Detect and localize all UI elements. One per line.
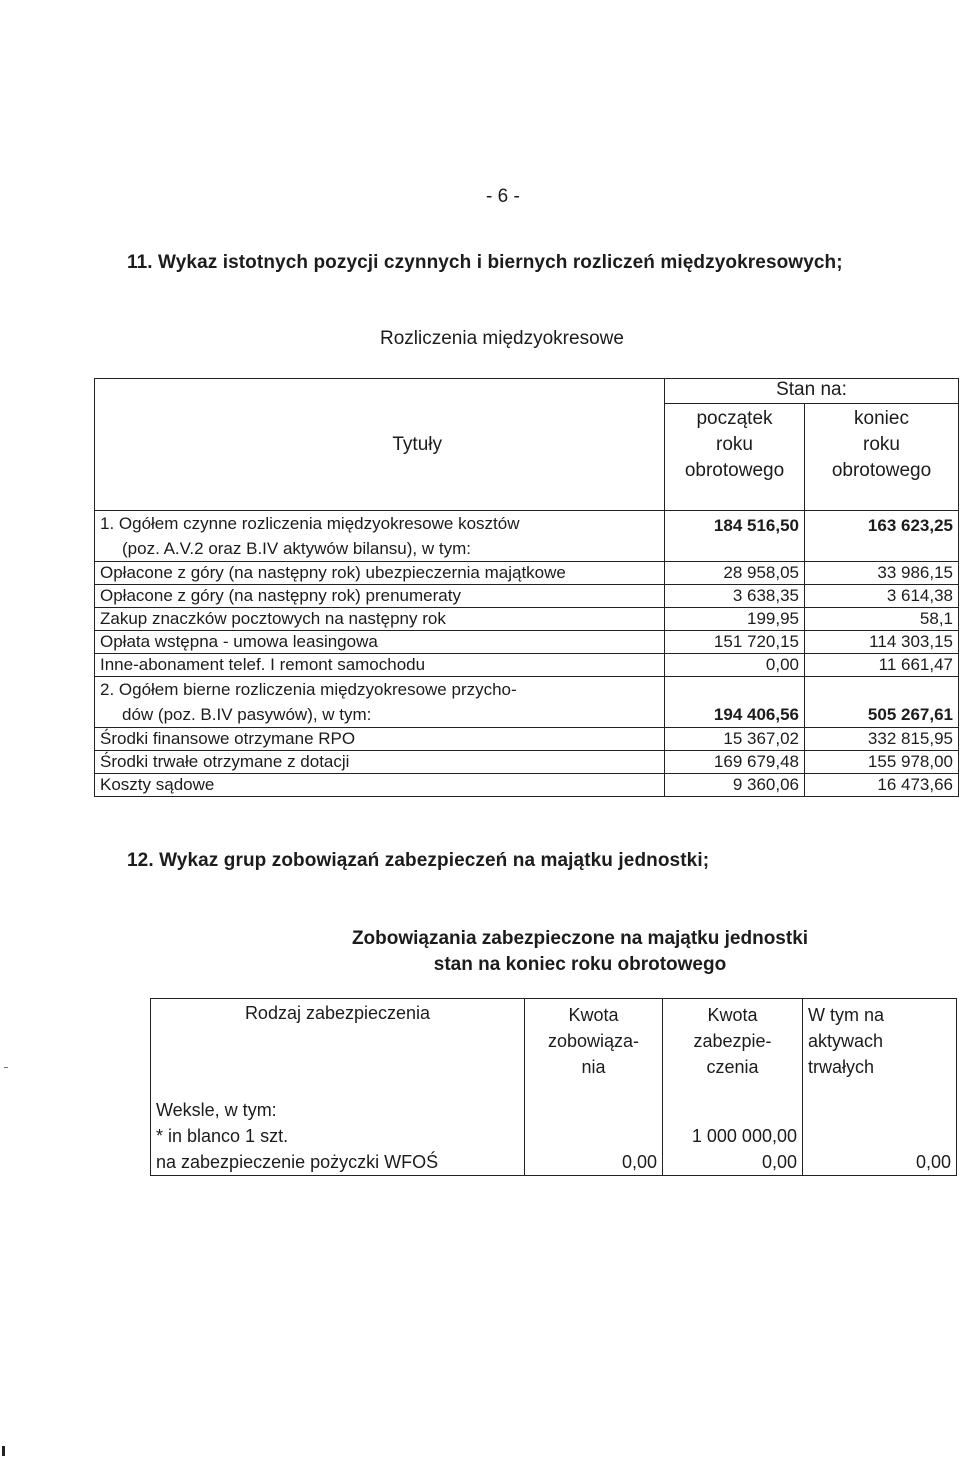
col-header-end (805, 404, 959, 511)
value-start: 199,95 (665, 608, 805, 631)
value-end: 505 267,61 (805, 677, 959, 728)
table-row (95, 677, 959, 728)
col-header-start (665, 404, 805, 511)
row-label (95, 511, 665, 562)
row-label-line1: 1. Ogółem czynne rozliczenia międzyokresowe kosztów (100, 514, 520, 533)
table-row (95, 511, 959, 562)
col-start-line3: obrotowego (684, 460, 785, 481)
col-end-line3: obrotowego (831, 460, 932, 481)
col-header-amount-liability (525, 999, 663, 1098)
col4-line3: trwałych (808, 1057, 875, 1077)
row-type (151, 1097, 525, 1176)
value-end: 163 623,25 (805, 511, 959, 562)
col-header-fixed-assets (803, 999, 957, 1098)
value-security-line1: 1 000 000,00 (691, 1126, 797, 1146)
row-label: Opłata wstępna - umowa leasingowa (95, 631, 665, 654)
value-end: 16 473,66 (805, 774, 959, 797)
value-start: 151 720,15 (665, 631, 805, 654)
col-header-titles: Tytuły (95, 379, 665, 511)
page-number: - 6 - (486, 186, 520, 207)
table-row (95, 654, 959, 677)
row-label-line2: (poz. A.V.2 oraz B.IV aktywów bilansu), w tym: (122, 539, 471, 558)
col3-line2: zabezpie- (693, 1031, 772, 1051)
row-label: Zakup znaczków pocztowych na następny rok (95, 608, 665, 631)
row-label: Opłacone z góry (na następny rok) ubezpieczernia majątkowe (95, 562, 665, 585)
value-end: 11 661,47 (805, 654, 959, 677)
col-end-line1: koniec (854, 408, 909, 429)
table-row (95, 608, 959, 631)
row-line1: Weksle, w tym: (156, 1100, 277, 1120)
col2-line2: zobowiąza- (547, 1031, 640, 1051)
value-fixed-assets: 0,00 (803, 1097, 957, 1176)
value-start: 169 679,48 (665, 751, 805, 774)
col2-line1: Kwota (568, 1005, 619, 1025)
section-12-caption-line2: stan na koniec roku obrotowego (433, 954, 727, 975)
col-header-stan-na: Stan na: (665, 379, 959, 404)
value-end: 3 614,38 (805, 585, 959, 608)
col2-line3: nia (581, 1057, 606, 1077)
col3-line1: Kwota (707, 1005, 758, 1025)
value-start: 194 406,56 (665, 677, 805, 728)
securities-table (150, 998, 957, 1176)
value-end: 58,1 (805, 608, 959, 631)
row-line3: na zabezpieczenie pożyczki WFOŚ (156, 1152, 439, 1172)
row-label: Środki finansowe otrzymane RPO (95, 728, 665, 751)
value-liability: 0,00 (525, 1097, 663, 1176)
value-security-line2: 0,00 (761, 1152, 797, 1172)
value-start: 3 638,35 (665, 585, 805, 608)
row-label-line2: dów (poz. B.IV pasywów), w tym: (122, 705, 372, 724)
scan-edge-mark (2, 1446, 5, 1456)
table-row (95, 774, 959, 797)
row-label: Środki trwałe otrzymane z dotacji (95, 751, 665, 774)
value-start: 9 360,06 (665, 774, 805, 797)
value-start: 15 367,02 (665, 728, 805, 751)
table-row (95, 585, 959, 608)
col-header-type: Rodzaj zabezpieczenia (151, 999, 525, 1098)
accruals-table (94, 378, 959, 797)
col-header-amount-security (663, 999, 803, 1098)
table-row (95, 728, 959, 751)
value-security (663, 1097, 803, 1176)
value-start: 0,00 (665, 654, 805, 677)
row-label (95, 677, 665, 728)
col-start-line2: roku (716, 434, 753, 455)
section-12-heading: 12. Wykaz grup zobowiązań zabezpieczeń na majątku jednostki; (127, 850, 710, 871)
row-label: Opłacone z góry (na następny rok) prenumeraty (95, 585, 665, 608)
table-row (95, 631, 959, 654)
table-row (151, 1097, 957, 1176)
table-row (95, 562, 959, 585)
value-start: 28 958,05 (665, 562, 805, 585)
row-label-line1: 2. Ogółem bierne rozliczenia międzyokresowe przycho- (100, 680, 517, 699)
value-start: 184 516,50 (665, 511, 805, 562)
row-label: Inne-abonament telef. I remont samochodu (95, 654, 665, 677)
col3-line3: czenia (706, 1057, 759, 1077)
section-11-caption: Rozliczenia międzyokresowe (380, 328, 624, 349)
section-12-caption (330, 926, 830, 978)
value-end: 33 986,15 (805, 562, 959, 585)
section-12-caption-line1: Zobowiązania zabezpieczone na majątku jednostki (351, 928, 809, 949)
value-end: 155 978,00 (805, 751, 959, 774)
col-end-line2: roku (863, 434, 900, 455)
col4-line1: W tym na (808, 1005, 885, 1025)
table-row (95, 751, 959, 774)
scan-speck (4, 1067, 8, 1068)
value-end: 114 303,15 (805, 631, 959, 654)
value-end: 332 815,95 (805, 728, 959, 751)
col-start-line1: początek (696, 408, 773, 429)
row-label: Koszty sądowe (95, 774, 665, 797)
row-line2: * in blanco 1 szt. (156, 1126, 289, 1146)
col4-line2: aktywach (808, 1031, 884, 1051)
section-11-heading: 11. Wykaz istotnych pozycji czynnych i biernych rozliczeń międzyokresowych; (127, 252, 843, 273)
